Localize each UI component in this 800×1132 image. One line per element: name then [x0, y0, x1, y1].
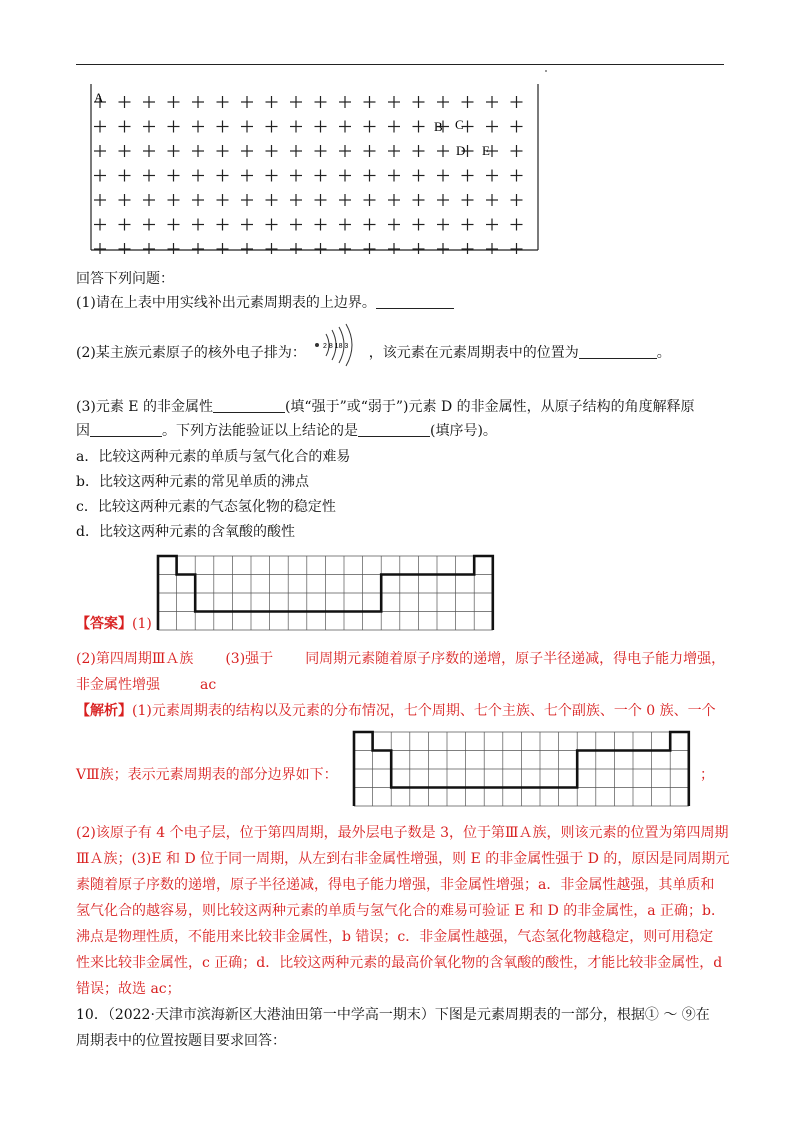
answer-blank: [358, 422, 430, 437]
analysis-line-2: ⅤⅢ族；表示元素周期表的部分边界如下：: [76, 767, 338, 783]
answer-blank: [90, 422, 162, 437]
analysis-paragraph-line: 性来比较非金属性，c 正确；d．比较这两种元素的最高价氧化物的含氧酸的酸性，才能比较非金属性，d: [76, 955, 723, 971]
analysis-paragraph-line: (2)该原子有 4 个电子层，位于第四周期，最外层电子数是 3，位于第ⅢＡ族，则该元素的位置为第四周期: [76, 825, 729, 841]
answer-blank: [579, 344, 657, 359]
analysis-paragraph-line: ⅢＡ族；(3)E 和 D 位于同一周期，从左到右非金属性增强，则 E 的非金属性强于 D 的，原因是同周期元: [76, 851, 730, 867]
answer-line-2: (2)第四周期ⅢＡ族 (3)强于 同周期元素随着原子序数的递增，原子半径递减，得电子能力增强，: [76, 651, 726, 667]
question-1: (1)请在上表中用实线补出元素周期表的上边界。: [76, 292, 454, 314]
answer-boundary-grid: [154, 552, 496, 632]
label-b: B: [434, 119, 443, 134]
electron-shell-diagram: [312, 320, 362, 370]
label-a: A: [94, 90, 104, 105]
analysis-paragraph-line: 错误；故选 ac；: [76, 981, 181, 997]
header-rule: [76, 64, 724, 65]
question-10-line-2: 周期表中的位置按题目要求回答：: [76, 1033, 286, 1049]
label-d: D: [456, 143, 466, 158]
question-2: (2)某主族元素原子的核外电子排为： 2 8 18 3 ，该元素在元素周期表中的位置为 。: [76, 336, 671, 370]
question-3-line-2: 因 。下列方法能验证以上结论的是 (填序号)。: [76, 423, 497, 439]
shell-numbers: 2 8 18 3: [323, 343, 349, 350]
analysis-boundary-grid: [350, 728, 692, 808]
label-e: E: [482, 143, 490, 158]
option-d: d．比较这两种元素的含氧酸的酸性: [76, 524, 295, 540]
option-c: c．比较这两种元素的气态氢化物的稳定性: [76, 499, 336, 515]
answer-label-line: 【答案】(1): [76, 616, 152, 632]
analysis-paragraph-line: 素随着原子序数的递增，原子半径递减，得电子能力增强，非金属性增强；a．非金属性越强，其单质和: [76, 877, 715, 893]
analysis-line-2-end: ；: [700, 767, 714, 783]
intro-text: 回答下列问题：: [76, 271, 174, 287]
answer-blank: [213, 398, 285, 413]
analysis-line-1: 【解析】(1)元素周期表的结构以及元素的分布情况，七个周期、七个主族、七个副族、一个 0 族、一个: [76, 703, 716, 719]
question-3-line-1: (3)元素 E 的非金属性 (填“强于”或“弱于”)元素 D 的非金属性，从原子结构的角度解释原: [76, 399, 695, 415]
analysis-paragraph-line: 氢气化合的越容易，则比较这两种元素的单质与氢气化合的难易可验证 E 和 D 的非金属性，a 正确；b．: [76, 903, 726, 919]
stray-dot: [545, 70, 547, 72]
answer-line-3: 非金属性增强 ac: [76, 677, 217, 693]
option-b: b．比较这两种元素的常见单质的沸点: [76, 474, 309, 490]
option-a: a．比较这两种元素的单质与氢气化合的难易: [76, 449, 351, 465]
periodic-table-grid-figure: [88, 80, 558, 254]
answer-blank: [376, 294, 454, 309]
analysis-paragraph-line: 沸点是物理性质，不能用来比较非金属性，b 错误；c．非金属性越强，气态氢化物越稳定，则可用稳定: [76, 929, 714, 945]
question-10-line-1: 10．（2022·天津市滨海新区大港油田第一中学高一期末）下图是元素周期表的一部分，根据① ～ ⑨在: [76, 1007, 710, 1023]
label-c: C: [455, 117, 464, 132]
